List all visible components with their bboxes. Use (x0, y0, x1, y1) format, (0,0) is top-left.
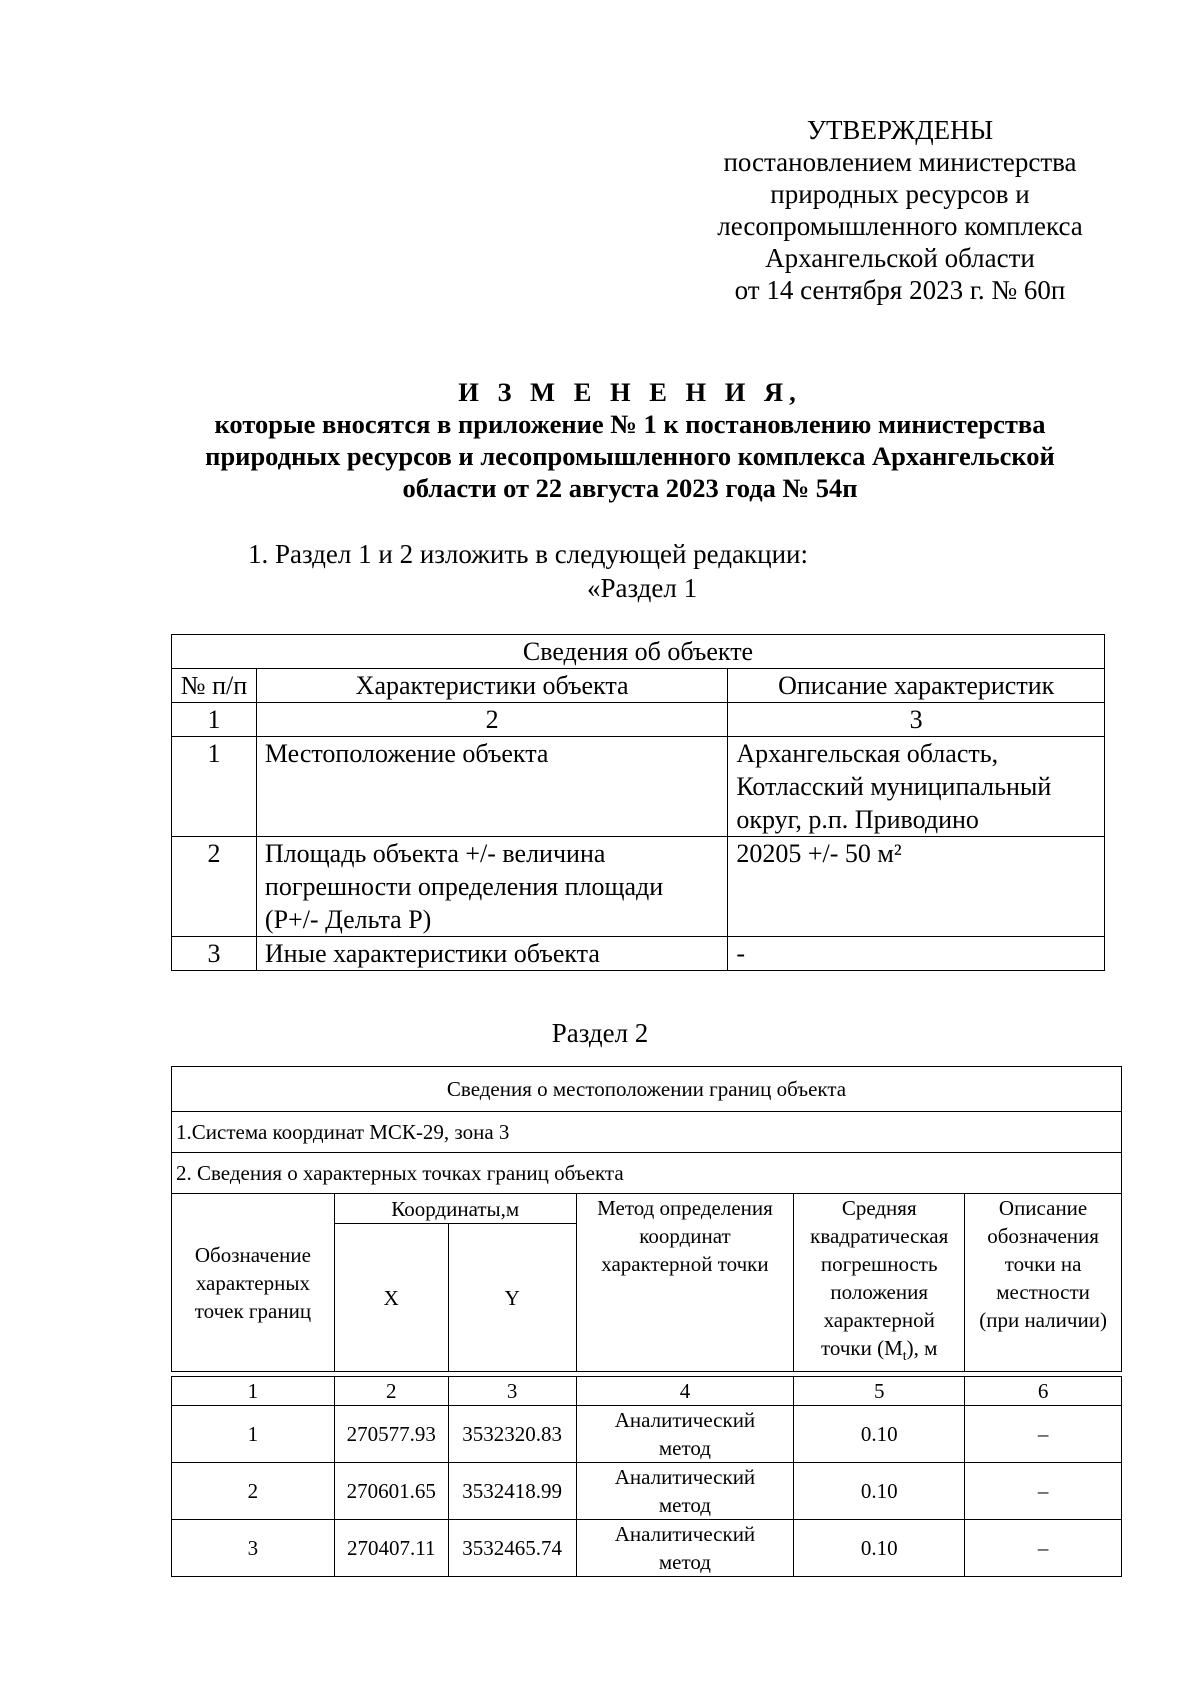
section-1-title: «Раздел 1 (587, 573, 698, 603)
heading-line: области от 22 августа 2023 года № 54п (402, 473, 858, 503)
characteristic-description (728, 737, 1105, 837)
method-line: Аналитический (614, 1465, 756, 1490)
object-info-table (171, 634, 1105, 971)
x-header: X (334, 1224, 448, 1372)
heading-line: природных ресурсов и лесопромышленного комплекса Архангельской (205, 441, 1055, 471)
header-line: Метод определения (597, 1196, 773, 1220)
point-method (576, 1463, 794, 1520)
name-line: погрешности определения площади (264, 872, 664, 901)
table-caption: Сведения об объекте (172, 635, 1105, 669)
point-method (576, 1520, 794, 1577)
column-number: 6 (965, 1377, 1122, 1406)
error-header (794, 1194, 965, 1372)
coordinates-header: Координаты,м (334, 1194, 576, 1224)
point-number: 1 (172, 1406, 335, 1463)
point-x: 270601.65 (334, 1463, 448, 1520)
description-line: Котласский муниципальный (736, 772, 1052, 801)
column-number: 2 (256, 703, 727, 737)
header-line: характерной точки (601, 1252, 769, 1276)
header-line: обозначения (987, 1224, 1099, 1248)
approval-line: лесопромышленного комплекса (717, 211, 1083, 241)
point-y: 3532320.83 (448, 1406, 576, 1463)
point-x: 270407.11 (334, 1520, 448, 1577)
approval-block (690, 114, 1110, 306)
row-number: 3 (172, 937, 257, 971)
description-header (965, 1194, 1122, 1372)
header-line: Обозначение (194, 1242, 311, 1267)
point-description: – (965, 1406, 1122, 1463)
characteristic-name (256, 837, 727, 937)
characteristic-name: Местоположение объекта (256, 737, 727, 837)
table-row (172, 1463, 1122, 1520)
characteristic-name: Иные характеристики объекта (256, 937, 727, 971)
method-line: Аналитический (614, 1522, 756, 1547)
column-number: 1 (172, 1377, 335, 1406)
description-line: Архангельская область, (736, 739, 999, 768)
method-header (576, 1194, 794, 1372)
header-line: координат (639, 1224, 731, 1248)
point-description: – (965, 1520, 1122, 1577)
section-2-title: Раздел 2 (551, 1018, 649, 1048)
error-label: точки (M (820, 1336, 903, 1360)
header-line: местности (996, 1280, 1090, 1304)
method-line: метод (658, 1493, 711, 1518)
point-description: – (965, 1463, 1122, 1520)
row-number: 1 (172, 737, 257, 837)
error-subscript: t (902, 1349, 907, 1365)
description-line: округ, р.п. Приводино (736, 805, 979, 834)
table-row (172, 837, 1105, 937)
header-line: характерных (195, 1270, 310, 1295)
column-header: № п/п (172, 669, 257, 703)
approval-line: природных ресурсов и (770, 179, 1030, 209)
table-caption: Сведения о местоположении границ объекта (172, 1067, 1122, 1112)
name-line: (P+/- Дельта P) (264, 905, 432, 934)
method-line: метод (658, 1550, 711, 1575)
points-title: 2. Сведения о характерных точках границ объекта (172, 1153, 1122, 1194)
header-line (796, 1334, 962, 1371)
point-error: 0.10 (794, 1463, 965, 1520)
table-row (172, 737, 1105, 837)
point-y: 3532465.74 (448, 1520, 576, 1577)
header-line: квадратическая (810, 1224, 949, 1248)
boundary-points-table (171, 1066, 1122, 1577)
header-line: Описание (998, 1196, 1088, 1220)
method-line: Аналитический (614, 1408, 756, 1433)
column-number: 3 (448, 1377, 576, 1406)
header-line: точки на (1004, 1252, 1082, 1276)
column-number: 3 (728, 703, 1105, 737)
point-number: 3 (172, 1520, 335, 1577)
column-header: Характеристики объекта (256, 669, 727, 703)
characteristic-description: - (728, 937, 1105, 971)
method-line: метод (658, 1436, 711, 1461)
column-header: Описание характеристик (728, 669, 1105, 703)
header-line: (при наличии) (979, 1308, 1107, 1332)
point-x: 270577.93 (334, 1406, 448, 1463)
row-number: 2 (172, 837, 257, 937)
table-row (172, 1520, 1122, 1577)
column-number: 4 (576, 1377, 794, 1406)
column-number: 5 (794, 1377, 965, 1406)
approval-line: от 14 сентября 2023 г. № 60п (734, 275, 1066, 305)
header-line: погрешность (820, 1252, 938, 1276)
header-line: характерной (823, 1308, 935, 1332)
item-1-text: 1. Раздел 1 и 2 изложить в следующей редакции: (248, 539, 808, 569)
point-y: 3532418.99 (448, 1463, 576, 1520)
approval-line: Архангельской области (765, 243, 1035, 273)
name-line: Площадь объекта +/- величина (264, 839, 606, 868)
column-number: 2 (334, 1377, 448, 1406)
table-row (172, 937, 1105, 971)
approval-line: постановлением министерства (723, 147, 1077, 177)
table-row (172, 1406, 1122, 1463)
error-unit: ), м (906, 1336, 938, 1360)
coordinate-system: 1.Система координат МСК-29, зона 3 (172, 1112, 1122, 1153)
header-line: точек границ (194, 1298, 312, 1323)
header-line: Средняя (841, 1196, 917, 1220)
point-method (576, 1406, 794, 1463)
header-line: положения (830, 1280, 929, 1304)
y-header: Y (448, 1224, 576, 1372)
designation-header (172, 1194, 335, 1372)
column-number: 1 (172, 703, 257, 737)
heading-line: которые вносятся в приложение № 1 к постановлению министерства (214, 409, 1046, 439)
document-title: И З М Е Н Е Н И Я, (458, 377, 802, 407)
point-error: 0.10 (794, 1520, 965, 1577)
point-error: 0.10 (794, 1406, 965, 1463)
document-heading (160, 376, 1100, 504)
point-number: 2 (172, 1463, 335, 1520)
approval-line: УТВЕРЖДЕНЫ (806, 115, 994, 145)
characteristic-description: 20205 +/- 50 м² (728, 837, 1105, 937)
